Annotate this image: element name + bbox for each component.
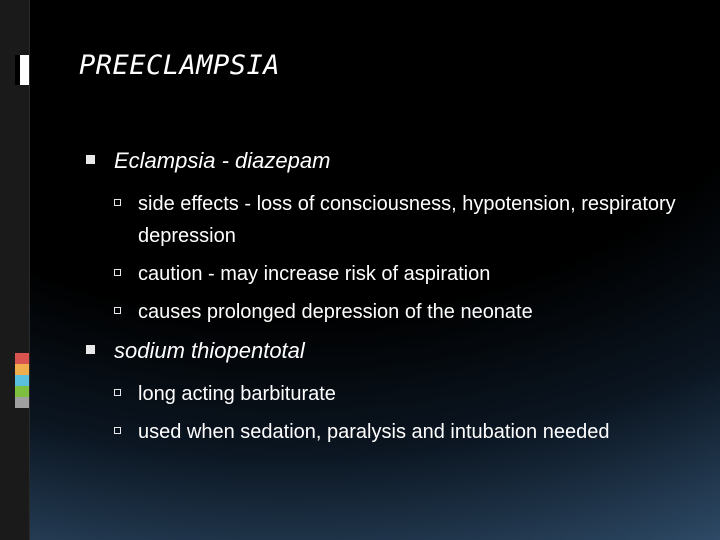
sub-bullet (86, 296, 686, 328)
accent-stripe-3 (15, 375, 29, 386)
sub-bullet (86, 378, 686, 410)
sub-bullet-text: caution - may increase risk of aspiration (138, 263, 491, 285)
title-accent-highlight (20, 55, 29, 85)
sub-bullet-text: used when sedation, paralysis and intubation needed (138, 421, 610, 443)
slide-title: PREECLAMPSIA (79, 50, 281, 81)
hollow-square-bullet-icon (114, 199, 121, 206)
accent-stripe-2 (15, 364, 29, 375)
hollow-square-bullet-icon (114, 389, 121, 396)
hollow-square-bullet-icon (114, 307, 121, 314)
hollow-square-bullet-icon (114, 269, 121, 276)
sub-bullet (86, 258, 686, 290)
accent-stripe-5 (15, 397, 29, 408)
sub-bullet (86, 188, 686, 252)
square-bullet-icon (86, 155, 95, 164)
left-divider (29, 0, 30, 540)
slide-body (86, 146, 686, 448)
hollow-square-bullet-icon (114, 427, 121, 434)
bullet-heading-text: sodium thiopentotal (114, 338, 305, 363)
sub-bullet (86, 416, 686, 448)
sub-bullet-text: long acting barbiturate (138, 383, 336, 405)
sub-bullet-text: side effects - loss of consciousness, hypotension, respiratory depression (138, 193, 676, 247)
bullet-heading-sodium-thiopental (86, 336, 686, 366)
accent-stripe-4 (15, 386, 29, 397)
sub-bullet-text: causes prolonged depression of the neonate (138, 301, 533, 323)
bullet-heading-eclampsia (86, 146, 686, 176)
square-bullet-icon (86, 345, 95, 354)
bullet-heading-text: Eclampsia - diazepam (114, 148, 331, 173)
accent-stripe-1 (15, 353, 29, 364)
